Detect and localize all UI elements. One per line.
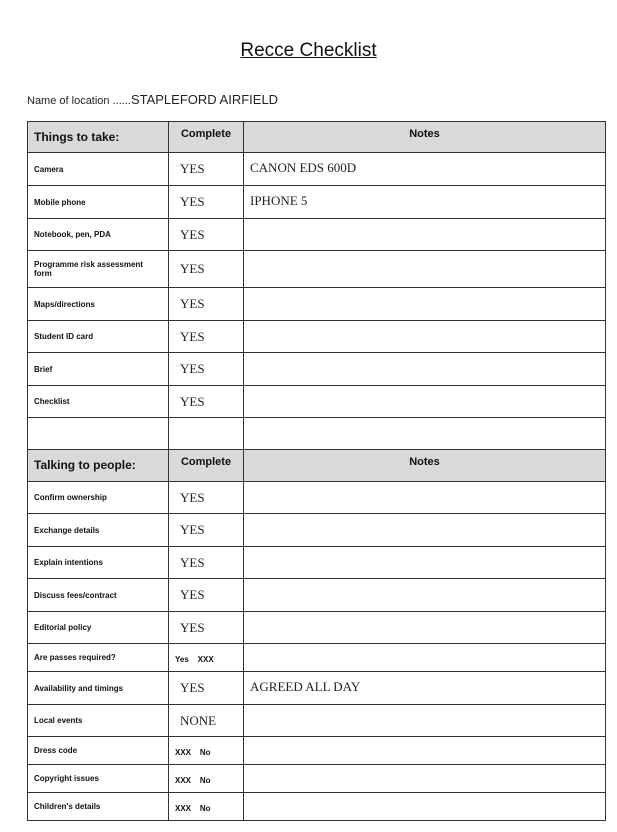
complete-value: YES: [180, 680, 205, 695]
complete-cell[interactable]: [169, 321, 244, 353]
complete-value: YES: [180, 489, 205, 505]
complete-cell[interactable]: [169, 672, 244, 705]
table-row: [28, 644, 606, 672]
notes-value: AGREED ALL DAY: [250, 679, 361, 694]
notes-cell[interactable]: [244, 219, 606, 251]
notes-cell[interactable]: [244, 386, 606, 418]
table-row: [28, 386, 606, 418]
item-label: Discuss fees/contract: [28, 579, 169, 612]
complete-cell[interactable]: [169, 705, 244, 737]
table-row: [28, 765, 606, 793]
header-notes: Notes: [244, 122, 606, 153]
complete-cell[interactable]: [169, 547, 244, 579]
table-row: [28, 321, 606, 353]
item-label: [28, 418, 169, 450]
table-row: [28, 672, 606, 705]
complete-cell[interactable]: [169, 251, 244, 288]
header-item: Talking to people:: [28, 450, 169, 482]
complete-cell[interactable]: [169, 793, 244, 821]
notes-cell[interactable]: [244, 579, 606, 612]
complete-value: NONE: [180, 712, 217, 728]
location-value: STAPLEFORD AIRFIELD: [130, 92, 279, 107]
notes-cell[interactable]: [244, 353, 606, 386]
complete-cell[interactable]: [169, 219, 244, 251]
complete-cell[interactable]: [169, 514, 244, 547]
table-row: [28, 705, 606, 737]
complete-value: XXX No: [175, 803, 211, 813]
complete-value: YES: [180, 328, 205, 344]
item-label: Maps/directions: [28, 288, 169, 321]
complete-cell[interactable]: [169, 186, 244, 219]
complete-value: YES: [180, 554, 205, 570]
header-item: Things to take:: [28, 122, 169, 153]
notes-cell[interactable]: [244, 765, 606, 793]
complete-value: [175, 426, 180, 441]
table-row: [28, 737, 606, 765]
item-label: Explain intentions: [28, 547, 169, 579]
notes-cell[interactable]: [244, 705, 606, 737]
notes-cell[interactable]: [244, 644, 606, 672]
notes-cell[interactable]: [244, 737, 606, 765]
header-complete: Complete: [169, 450, 244, 482]
notes-cell[interactable]: [244, 321, 606, 353]
complete-cell[interactable]: [169, 482, 244, 514]
table-row: [28, 482, 606, 514]
table-row: [28, 418, 606, 450]
item-label: Notebook, pen, PDA: [28, 219, 169, 251]
complete-cell[interactable]: [169, 353, 244, 386]
item-label: Programme risk assessment form: [28, 251, 169, 288]
item-label: Children's details: [28, 793, 169, 821]
item-label: Editorial policy: [28, 612, 169, 644]
notes-cell[interactable]: [244, 482, 606, 514]
notes-value: IPHONE 5: [250, 193, 308, 208]
table-row: [28, 186, 606, 219]
notes-cell[interactable]: [244, 547, 606, 579]
table-row: [28, 219, 606, 251]
complete-cell[interactable]: [169, 765, 244, 793]
location-line: [27, 92, 278, 107]
complete-value: YES: [180, 587, 205, 602]
table-row: [28, 153, 606, 186]
item-label: Copyright issues: [28, 765, 169, 793]
item-label: Confirm ownership: [28, 482, 169, 514]
complete-cell[interactable]: [169, 386, 244, 418]
complete-cell[interactable]: [169, 288, 244, 321]
complete-cell[interactable]: [169, 418, 244, 450]
notes-cell[interactable]: [244, 793, 606, 821]
table-row: [28, 612, 606, 644]
complete-value: XXX No: [175, 747, 211, 757]
complete-value: YES: [180, 194, 205, 209]
item-label: Exchange details: [28, 514, 169, 547]
notes-value: CANON EDS 600D: [250, 160, 357, 175]
notes-cell[interactable]: [244, 612, 606, 644]
notes-cell[interactable]: [244, 186, 606, 219]
checklist-table: [27, 121, 606, 821]
notes-cell[interactable]: [244, 288, 606, 321]
complete-value: YES: [180, 296, 205, 311]
complete-cell[interactable]: [169, 579, 244, 612]
item-label: Mobile phone: [28, 186, 169, 219]
item-label: Student ID card: [28, 321, 169, 353]
table-row: [28, 251, 606, 288]
item-label: Brief: [28, 353, 169, 386]
complete-value: YES: [180, 393, 205, 409]
item-label: Checklist: [28, 386, 169, 418]
notes-cell[interactable]: [244, 418, 606, 450]
item-label: Are passes required?: [28, 644, 169, 672]
page-title: Recce Checklist: [240, 40, 377, 61]
table-row: [28, 579, 606, 612]
table-row: [28, 793, 606, 821]
complete-cell[interactable]: [169, 612, 244, 644]
notes-cell[interactable]: [244, 153, 606, 186]
section-header-row: [28, 450, 606, 482]
complete-cell[interactable]: [169, 644, 244, 672]
item-label: Dress code: [28, 737, 169, 765]
item-label: Camera: [28, 153, 169, 186]
header-complete: Complete: [169, 122, 244, 153]
complete-value: YES: [180, 226, 205, 242]
header-notes: Notes: [244, 450, 606, 482]
complete-cell[interactable]: [169, 737, 244, 765]
notes-cell[interactable]: [244, 514, 606, 547]
complete-value: YES: [180, 161, 205, 176]
item-label: Availability and timings: [28, 672, 169, 705]
table-row: [28, 288, 606, 321]
complete-cell[interactable]: [169, 153, 244, 186]
complete-value: Yes XXX: [175, 654, 214, 664]
complete-value: YES: [180, 261, 205, 276]
item-label: Local events: [28, 705, 169, 737]
table-row: [28, 353, 606, 386]
notes-cell[interactable]: [244, 672, 606, 705]
table-row: [28, 547, 606, 579]
complete-value: XXX No: [175, 775, 211, 785]
location-label: Name of location ......: [27, 95, 131, 107]
notes-cell[interactable]: [244, 251, 606, 288]
section-header-row: [28, 122, 606, 153]
complete-value: YES: [180, 361, 205, 376]
complete-value: YES: [180, 619, 205, 635]
complete-value: YES: [180, 522, 205, 537]
table-row: [28, 514, 606, 547]
